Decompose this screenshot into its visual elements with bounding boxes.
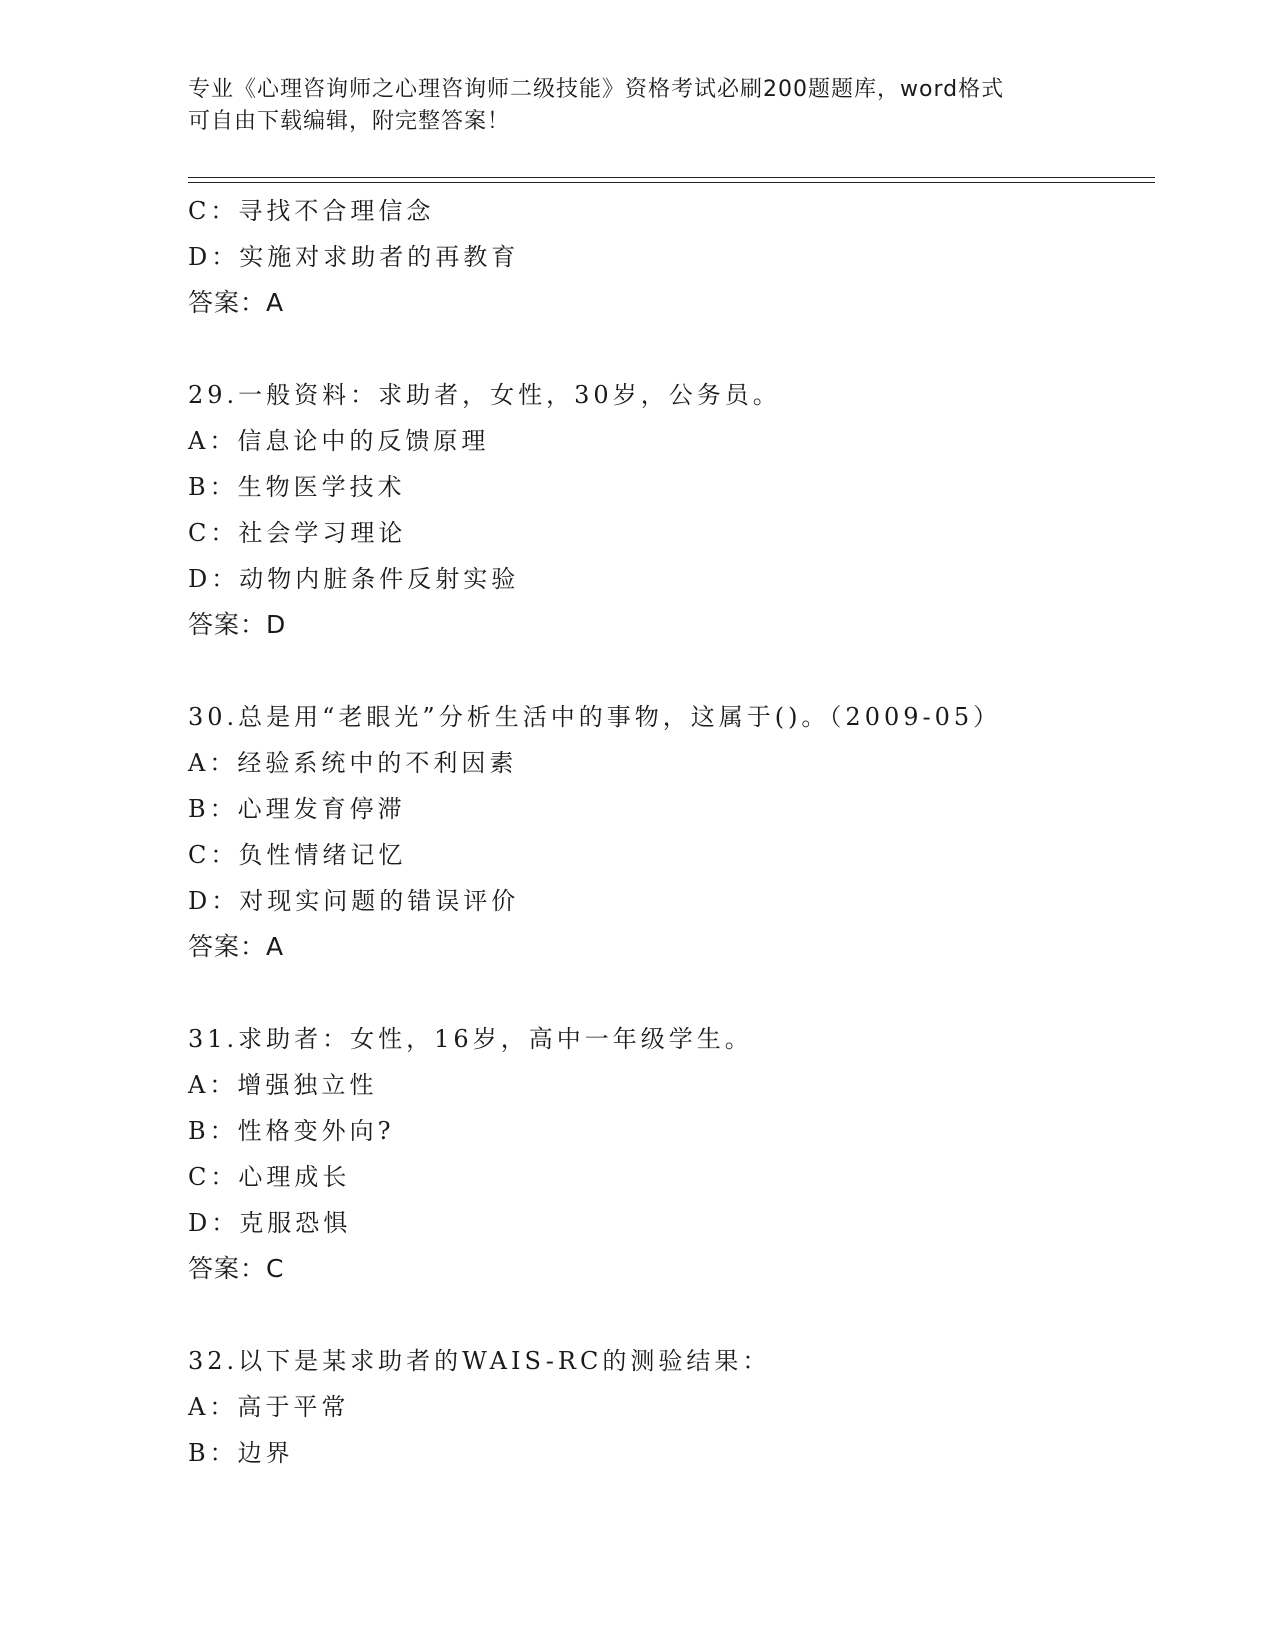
header-rule-top bbox=[188, 177, 1155, 178]
question-stem: 31.求助者：女性，16岁，高中一年级学生。 bbox=[188, 1025, 753, 1053]
option-line: C：负性情绪记忆 bbox=[188, 841, 407, 869]
option-line: B：性格变外向? bbox=[188, 1117, 395, 1145]
block-spacer bbox=[188, 648, 1148, 694]
block-spacer bbox=[188, 326, 1148, 372]
option-line: D：对现实问题的错误评价 bbox=[188, 887, 520, 915]
option-line: C：寻找不合理信念 bbox=[188, 197, 435, 225]
option-line: D：动物内脏条件反射实验 bbox=[188, 565, 520, 593]
answer-line: 答案：D bbox=[188, 610, 287, 639]
option-line: A：高于平常 bbox=[188, 1393, 350, 1421]
header-line-2: 可自由下载编辑，附完整答案！ bbox=[188, 109, 511, 134]
option-line: A：增强独立性 bbox=[188, 1071, 378, 1099]
block-spacer bbox=[188, 970, 1148, 1016]
block-spacer bbox=[188, 1292, 1148, 1338]
option-line: C：社会学习理论 bbox=[188, 519, 407, 547]
question-list bbox=[188, 188, 1148, 1476]
option-line: B：生物医学技术 bbox=[188, 473, 406, 501]
answer-line: 答案：A bbox=[188, 288, 285, 317]
option-line: B：心理发育停滞 bbox=[188, 795, 406, 823]
header-rule-bottom bbox=[188, 182, 1155, 183]
document-header bbox=[188, 74, 1068, 138]
option-line: C：心理成长 bbox=[188, 1163, 351, 1191]
option-line: A：经验系统中的不利因素 bbox=[188, 749, 518, 777]
option-line: D：克服恐惧 bbox=[188, 1209, 352, 1237]
header-line-1: 专业《心理咨询师之心理咨询师二级技能》资格考试必刷200题题库，word格式 bbox=[188, 77, 1005, 102]
question-stem: 29.一般资料：求助者，女性，30岁，公务员。 bbox=[188, 381, 781, 409]
answer-line: 答案：A bbox=[188, 932, 285, 961]
option-line: A：信息论中的反馈原理 bbox=[188, 427, 490, 455]
question-stem: 32.以下是某求助者的WAIS-RC的测验结果： bbox=[188, 1347, 771, 1375]
answer-line: 答案：C bbox=[188, 1254, 285, 1283]
option-line: B：边界 bbox=[188, 1439, 294, 1467]
question-stem: 30.总是用“老眼光”分析生活中的事物，这属于()。（2009-05） bbox=[188, 703, 1002, 731]
option-line: D：实施对求助者的再教育 bbox=[188, 243, 520, 271]
